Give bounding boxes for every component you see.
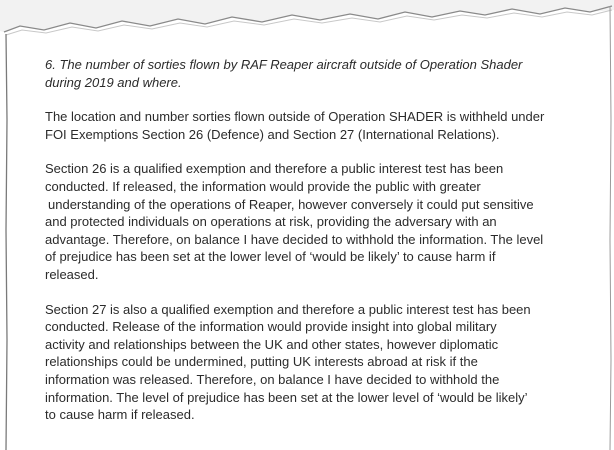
text-line: conducted. If released, the information would provide the public with greater <box>45 178 481 194</box>
text-line: relationships could be undermined, putting UK interests abroad at risk if the <box>45 354 478 370</box>
text-line: information. The level of prejudice has been set at the lower level of ‘would be likely’ <box>45 389 528 405</box>
foi-response-text <box>45 56 605 441</box>
text-line: and protected individuals on operations at risk, providing the adversary with an <box>45 214 497 230</box>
section-27-paragraph <box>45 301 605 424</box>
text-line: advantage. Therefore, on balance I have decided to withhold the information. The level <box>45 231 544 247</box>
text-line: to cause harm if released. <box>45 407 195 423</box>
question-line: 6. The number of sorties flown by RAF Reaper aircraft outside of Operation Shader <box>45 57 523 72</box>
section-26-paragraph <box>45 160 605 283</box>
text-line: FOI Exemptions Section 26 (Defence) and Section 27 (International Relations). <box>45 126 500 142</box>
text-line: of prejudice has been set at the lower level of ‘would be likely’ to cause harm if <box>45 249 496 265</box>
text-line: activity and relationships between the UK and other states, however diplomatic <box>45 336 499 352</box>
text-line: understanding of the operations of Reaper, however conversely it could put sensitive <box>48 196 534 212</box>
text-line: information was released. Therefore, on balance I have decided to withhold the <box>45 371 500 387</box>
text-line: Section 26 is a qualified exemption and therefore a public interest test has been <box>45 161 504 177</box>
question-heading <box>45 56 605 91</box>
text-line: released. <box>45 266 99 282</box>
text-line: Section 27 is also a qualified exemption and therefore a public interest test has been <box>45 301 531 317</box>
question-line: during 2019 and where. <box>45 74 182 90</box>
text-line: The location and number sorties flown outside of Operation SHADER is withheld under <box>45 109 545 125</box>
text-line: conducted. Release of the information would provide insight into global military <box>45 319 497 335</box>
answer-intro-paragraph <box>45 108 605 143</box>
